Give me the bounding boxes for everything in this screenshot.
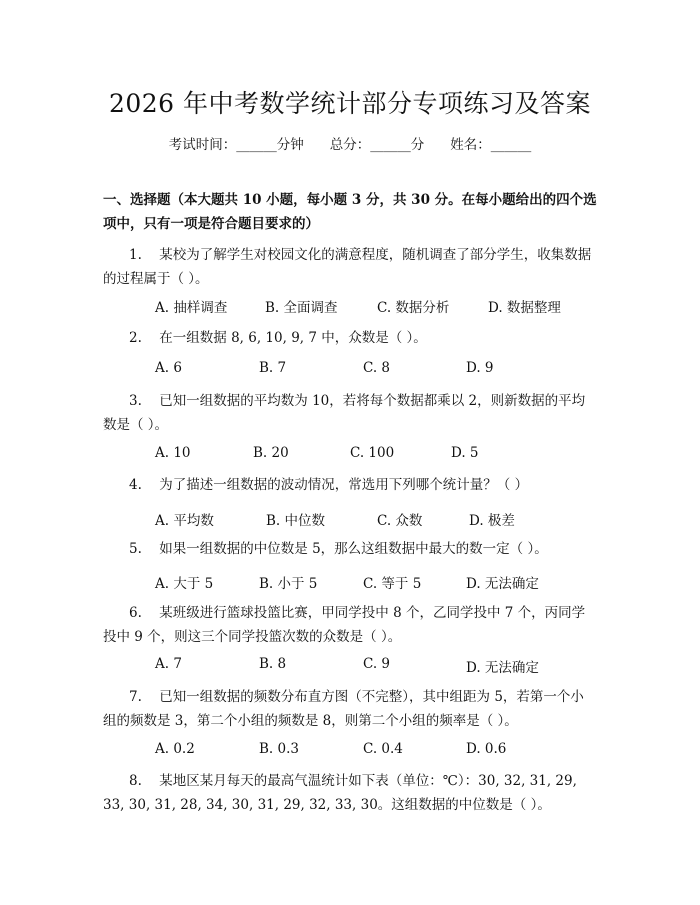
- question-3: [103, 389, 603, 437]
- option-b: B. 0.3: [259, 741, 299, 757]
- option-d: D. 数据整理: [488, 300, 561, 316]
- option-a: A. 平均数: [155, 513, 214, 529]
- question-4: [103, 473, 603, 497]
- question-3-options: [155, 445, 615, 465]
- question-number: 4.: [129, 477, 142, 493]
- option-d: D. 无法确定: [466, 576, 539, 592]
- section-heading-line1: 一、选择题（本大题共 10 小题，每小题 3 分，共 30 分。在每小题给出的四个选: [103, 192, 597, 208]
- option-c: C. 8: [363, 360, 391, 376]
- exam-score: 总分：______分: [329, 137, 425, 153]
- question-text-line1: 为了描述一组数据的波动情况，常选用下列哪个统计量？（ ）: [159, 477, 529, 493]
- option-c: C. 0.4: [363, 741, 403, 757]
- question-text-line1: 某地区某月每天的最高气温统计如下表（单位：℃）：30, 32, 31, 29,: [159, 773, 577, 789]
- option-c: C. 数据分析: [377, 300, 450, 316]
- question-5-options: [155, 572, 615, 592]
- question-text-line2: 投中 9 个，则这三个同学投篮次数的众数是（ ）。: [103, 629, 402, 645]
- question-5: [103, 537, 603, 561]
- section-heading: [103, 188, 603, 236]
- question-number: 7.: [129, 689, 142, 705]
- question-text-line2: 组的频数是 3，第二个小组的频数是 8，则第二个小组的频率是（ ）。: [103, 713, 518, 729]
- question-1-options: [155, 296, 615, 316]
- option-d: D. 0.6: [466, 741, 507, 757]
- question-number: 5.: [129, 541, 142, 557]
- option-d: D. 无法确定: [466, 660, 539, 676]
- option-a: A. 0.2: [155, 741, 195, 757]
- option-a: A. 7: [155, 656, 182, 672]
- student-name: 姓名：______: [450, 137, 532, 153]
- option-d: D. 9: [466, 360, 494, 376]
- question-number: 2.: [129, 330, 142, 346]
- question-7: [103, 685, 603, 733]
- option-a: A. 大于 5: [155, 576, 214, 592]
- question-2: [103, 326, 603, 350]
- option-a: A. 抽样调查: [155, 300, 228, 316]
- question-6-options: [155, 656, 615, 676]
- option-c: C. 众数: [377, 513, 423, 529]
- section-heading-line2: 项中，只有一项是符合题目要求的）: [103, 216, 319, 232]
- question-4-options: [155, 509, 615, 529]
- option-d: D. 5: [451, 445, 479, 461]
- question-text-line2: 的过程属于（ ）。: [103, 271, 209, 287]
- question-text-line1: 在一组数据 8, 6, 10, 9, 7 中，众数是（ ）。: [159, 330, 427, 346]
- option-b: B. 8: [259, 656, 287, 672]
- option-c: C. 9: [363, 656, 391, 672]
- question-number: 8.: [129, 773, 142, 789]
- page-title: 2026 年中考数学统计部分专项练习及答案: [108, 89, 592, 118]
- exam-info: [0, 133, 700, 153]
- question-8: [103, 769, 603, 817]
- question-text-line2: 33, 30, 31, 28, 34, 30, 31, 29, 32, 33, 30。这组数据的中位数是（ ）。: [103, 797, 551, 813]
- option-d: D. 极差: [469, 513, 515, 529]
- question-text-line1: 已知一组数据的平均数为 10，若将每个数据都乘以 2，则新数据的平均: [159, 393, 586, 409]
- question-number: 1.: [129, 247, 142, 263]
- question-text-line1: 某班级进行篮球投篮比赛，甲同学投中 8 个，乙同学投中 7 个，丙同学: [159, 605, 586, 621]
- question-6: [103, 601, 603, 649]
- option-b: B. 中位数: [266, 513, 326, 529]
- option-b: B. 20: [253, 445, 289, 461]
- option-a: A. 6: [155, 360, 182, 376]
- option-c: C. 100: [350, 445, 395, 461]
- option-b: B. 小于 5: [259, 576, 318, 592]
- question-7-options: [155, 741, 615, 761]
- question-text-line1: 如果一组数据的中位数是 5，那么这组数据中最大的数一定（ ）。: [159, 541, 548, 557]
- question-number: 6.: [129, 605, 142, 621]
- exam-time: 考试时间：______分钟: [168, 137, 304, 153]
- question-text-line1: 某校为了解学生对校园文化的满意程度，随机调查了部分学生，收集数据: [159, 247, 592, 263]
- question-text-line2: 数是（ ）。: [103, 417, 169, 433]
- question-1: [103, 243, 603, 291]
- option-b: B. 全面调查: [265, 300, 338, 316]
- question-2-options: [155, 360, 615, 380]
- option-b: B. 7: [259, 360, 287, 376]
- option-a: A. 10: [155, 445, 191, 461]
- question-text-line1: 已知一组数据的频数分布直方图（不完整），其中组距为 5，若第一个小: [159, 689, 584, 705]
- question-number: 3.: [129, 393, 142, 409]
- option-c: C. 等于 5: [363, 576, 422, 592]
